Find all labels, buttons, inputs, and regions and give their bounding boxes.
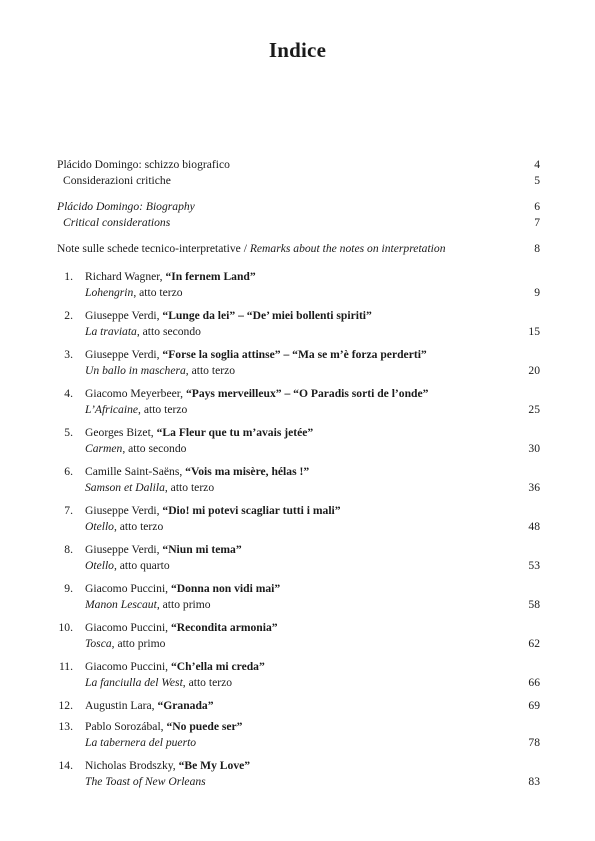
aria-title: “Recondita armonia” [170, 621, 278, 634]
composer-name: Augustin Lara, [85, 699, 158, 712]
page-number: 78 [528, 736, 540, 749]
opera-title: Samson et Dalila [85, 481, 165, 494]
composer-name: Nicholas Brodszky, [85, 759, 179, 772]
notes-row[interactable] [57, 242, 540, 256]
act-label: , atto terzo [133, 286, 183, 299]
page-number: 66 [528, 676, 540, 689]
page-number: 53 [528, 559, 540, 572]
composer-name: Giacomo Puccini, [85, 582, 171, 595]
front-matter-item[interactable] [57, 174, 540, 188]
entry-number: 9. [64, 582, 73, 595]
entry-number: 7. [64, 504, 73, 517]
entry-number: 4. [64, 387, 73, 400]
composer-name: Giuseppe Verdi, [85, 348, 163, 361]
entry-number: 10. [58, 621, 73, 634]
composer-name: Giacomo Puccini, [85, 660, 171, 673]
aria-title: “Niun mi tema” [162, 543, 242, 556]
composer-name: Camille Saint-Saëns, [85, 465, 186, 478]
page-number: 36 [528, 481, 540, 494]
composer-name: Giacomo Meyerbeer, [85, 387, 186, 400]
front-matter-title: Plácido Domingo: Biography [57, 200, 195, 213]
composer-name: Giuseppe Verdi, [85, 504, 163, 517]
aria-title: “No puede ser” [166, 720, 243, 733]
opera-title: L’Africaine [85, 403, 139, 416]
page-number: 62 [528, 637, 540, 650]
composer-name: Giuseppe Verdi, [85, 543, 163, 556]
page-number: 7 [534, 216, 540, 229]
opera-title: La traviata [85, 325, 137, 338]
page-number: 15 [528, 325, 540, 338]
composer-name: Pablo Sorozábal, [85, 720, 167, 733]
opera-title: Otello [85, 520, 114, 533]
composer-name: Richard Wagner, [85, 270, 166, 283]
opera-title: Carmen [85, 442, 123, 455]
aria-title: “Ch’ella mi creda” [170, 660, 265, 673]
act-label: , atto primo [111, 637, 166, 650]
page-number: 8 [534, 242, 540, 255]
page-number: 25 [528, 403, 540, 416]
entry-number: 14. [58, 759, 73, 772]
page-title: Indice [268, 38, 327, 62]
entry-number: 5. [64, 426, 73, 439]
act-label: , atto terzo [138, 403, 188, 416]
page-number: 6 [534, 200, 540, 213]
aria-title: “Pays merveilleux” – “O Paradis sorti de l’onde” [185, 387, 429, 400]
entry-number: 11. [58, 660, 73, 673]
page-number: 69 [528, 699, 540, 712]
opera-title: Un ballo in maschera [85, 364, 186, 377]
opera-title: La fanciulla del West [85, 676, 183, 689]
opera-title: Manon Lescaut [85, 598, 157, 611]
entry-number: 2. [64, 309, 73, 322]
front-matter-item[interactable] [57, 158, 540, 172]
notes-label-italic: Remarks about the notes on interpretation [249, 242, 446, 255]
page-number: 58 [528, 598, 540, 611]
act-label: , atto quarto [113, 559, 170, 572]
aria-title: “Granada” [157, 699, 214, 712]
page-number: 4 [534, 158, 540, 171]
act-label: , atto primo [156, 598, 211, 611]
page-number: 30 [528, 442, 540, 455]
opera-title: La tabernera del puerto [85, 736, 197, 749]
aria-title: “Dio! mi potevi scagliar tutti i mali” [162, 504, 341, 517]
composer-name: Georges Bizet, [85, 426, 157, 439]
aria-title: “La Fleur que tu m’avais jetée” [156, 426, 314, 439]
page-number: 48 [528, 520, 540, 533]
front-matter-title: Critical considerations [63, 216, 171, 229]
entry-number: 3. [64, 348, 73, 361]
aria-title: “Lunge da lei” – “De’ miei bollenti spiriti” [162, 309, 372, 322]
act-label: , atto terzo [185, 364, 236, 377]
composer-name: Giacomo Puccini, [85, 621, 171, 634]
entry-number: 6. [64, 465, 73, 478]
front-matter-item[interactable] [57, 200, 540, 214]
composer-name: Giuseppe Verdi, [85, 309, 163, 322]
page-number: 9 [534, 286, 540, 299]
front-matter-item[interactable] [57, 216, 540, 230]
aria-title: “Forse la soglia attinse” – “Ma se m’è forza perderti” [162, 348, 427, 361]
front-matter-title: Considerazioni critiche [63, 174, 171, 187]
entry-number: 12. [58, 699, 73, 712]
opera-title: Tosca [85, 637, 112, 650]
act-label: , atto terzo [113, 520, 164, 533]
aria-title: “Vois ma misère, hélas !” [185, 465, 310, 478]
entry-number: 13. [58, 720, 73, 733]
act-label: , atto secondo [122, 442, 187, 455]
act-label: , atto secondo [136, 325, 201, 338]
entry-number: 8. [64, 543, 73, 556]
opera-title: Lohengrin [85, 286, 134, 299]
page-number: 5 [534, 174, 540, 187]
entry-number: 1. [64, 270, 73, 283]
notes-label-plain: Note sulle schede tecnico-interpretative / [57, 242, 250, 255]
aria-title: “In fernem Land” [165, 270, 256, 283]
front-matter-title: Plácido Domingo: schizzo biografico [57, 158, 230, 171]
act-label: , atto terzo [164, 481, 215, 494]
act-label: , atto terzo [182, 676, 233, 689]
opera-title: The Toast of New Orleans [85, 775, 206, 788]
page-number: 20 [528, 364, 540, 377]
aria-title: “Donna non vidi mai” [170, 582, 281, 595]
opera-title: Otello [85, 559, 114, 572]
page-number: 83 [528, 775, 540, 788]
aria-title: “Be My Love” [178, 759, 251, 772]
